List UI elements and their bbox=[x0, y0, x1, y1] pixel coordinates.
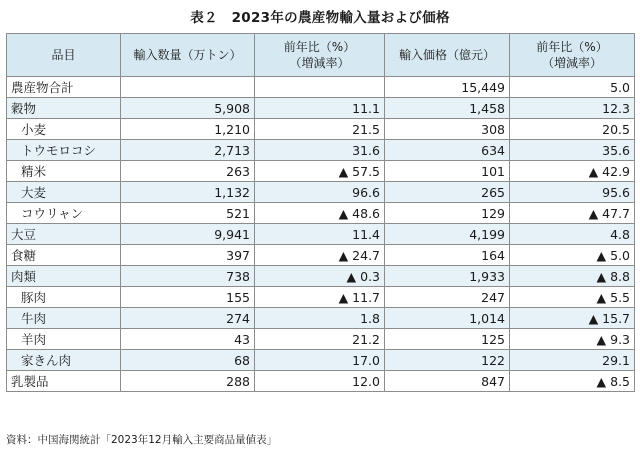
table-row bbox=[7, 287, 635, 308]
cell-price-yoy: ▲ 8.5 bbox=[510, 371, 635, 392]
table-title: 表２ 2023年の農産物輸入量および価格 bbox=[190, 10, 450, 26]
cell-quantity: 288 bbox=[121, 371, 255, 392]
cell-price-yoy: ▲ 47.7 bbox=[510, 203, 635, 224]
cell-price: 634 bbox=[385, 140, 510, 161]
table-row bbox=[7, 371, 635, 392]
table-row bbox=[7, 224, 635, 245]
cell-price: 247 bbox=[385, 287, 510, 308]
cell-quantity-yoy: ▲ 57.5 bbox=[255, 161, 385, 182]
cell-price: 129 bbox=[385, 203, 510, 224]
cell-price-yoy: 12.3 bbox=[510, 98, 635, 119]
header-row bbox=[7, 34, 635, 77]
cell-item: 乳製品 bbox=[7, 371, 121, 392]
cell-item: 羊肉 bbox=[7, 329, 121, 350]
table-row bbox=[7, 161, 635, 182]
cell-item: トウモロコシ bbox=[7, 140, 121, 161]
table-row bbox=[7, 308, 635, 329]
cell-item: 牛肉 bbox=[7, 308, 121, 329]
cell-quantity-yoy: 12.0 bbox=[255, 371, 385, 392]
cell-item: 大麦 bbox=[7, 182, 121, 203]
cell-price: 101 bbox=[385, 161, 510, 182]
cell-item: 家きん肉 bbox=[7, 350, 121, 371]
cell-quantity-yoy: 31.6 bbox=[255, 140, 385, 161]
cell-price: 1,014 bbox=[385, 308, 510, 329]
cell-quantity-yoy: 1.8 bbox=[255, 308, 385, 329]
cell-price-yoy: 4.8 bbox=[510, 224, 635, 245]
import-table bbox=[6, 33, 635, 392]
cell-quantity-yoy: ▲ 0.3 bbox=[255, 266, 385, 287]
source-note: 資料：中国海関統計「2023年12月輸入主要商品量値表」 bbox=[6, 434, 278, 446]
header-price-yoy-label: 前年比（%） （増減率） bbox=[536, 40, 608, 70]
cell-quantity: 5,908 bbox=[121, 98, 255, 119]
cell-item: 小麦 bbox=[7, 119, 121, 140]
cell-item: コウリャン bbox=[7, 203, 121, 224]
cell-price-yoy: ▲ 5.5 bbox=[510, 287, 635, 308]
cell-price: 122 bbox=[385, 350, 510, 371]
table-body bbox=[7, 77, 635, 392]
cell-quantity: 155 bbox=[121, 287, 255, 308]
table-row bbox=[7, 266, 635, 287]
cell-quantity-yoy bbox=[255, 77, 385, 98]
cell-item: 豚肉 bbox=[7, 287, 121, 308]
cell-price-yoy: ▲ 5.0 bbox=[510, 245, 635, 266]
table-row bbox=[7, 140, 635, 161]
cell-price: 308 bbox=[385, 119, 510, 140]
cell-quantity: 274 bbox=[121, 308, 255, 329]
cell-quantity-yoy: ▲ 24.7 bbox=[255, 245, 385, 266]
cell-price-yoy: 29.1 bbox=[510, 350, 635, 371]
header-item: 品目 bbox=[7, 34, 121, 77]
cell-quantity-yoy: 21.2 bbox=[255, 329, 385, 350]
cell-quantity: 1,210 bbox=[121, 119, 255, 140]
table-row bbox=[7, 77, 635, 98]
cell-quantity-yoy: ▲ 48.6 bbox=[255, 203, 385, 224]
cell-price-yoy: ▲ 8.8 bbox=[510, 266, 635, 287]
header-price-yoy bbox=[510, 34, 635, 77]
cell-quantity: 68 bbox=[121, 350, 255, 371]
cell-item: 大豆 bbox=[7, 224, 121, 245]
cell-item: 精米 bbox=[7, 161, 121, 182]
cell-price: 1,458 bbox=[385, 98, 510, 119]
cell-price-yoy: ▲ 9.3 bbox=[510, 329, 635, 350]
cell-price-yoy: 20.5 bbox=[510, 119, 635, 140]
header-quantity: 輸入数量（万トン） bbox=[121, 34, 255, 77]
cell-price-yoy: ▲ 42.9 bbox=[510, 161, 635, 182]
table-row bbox=[7, 119, 635, 140]
table-row bbox=[7, 203, 635, 224]
cell-quantity: 521 bbox=[121, 203, 255, 224]
cell-price-yoy: 35.6 bbox=[510, 140, 635, 161]
cell-quantity: 1,132 bbox=[121, 182, 255, 203]
cell-quantity: 397 bbox=[121, 245, 255, 266]
cell-item: 農産物合計 bbox=[7, 77, 121, 98]
cell-price-yoy: 95.6 bbox=[510, 182, 635, 203]
cell-quantity-yoy: ▲ 11.7 bbox=[255, 287, 385, 308]
cell-quantity: 263 bbox=[121, 161, 255, 182]
cell-quantity-yoy: 21.5 bbox=[255, 119, 385, 140]
cell-price: 15,449 bbox=[385, 77, 510, 98]
cell-price: 265 bbox=[385, 182, 510, 203]
header-quantity-yoy bbox=[255, 34, 385, 77]
cell-item: 食糖 bbox=[7, 245, 121, 266]
cell-quantity: 9,941 bbox=[121, 224, 255, 245]
table-row bbox=[7, 182, 635, 203]
cell-quantity bbox=[121, 77, 255, 98]
table-row bbox=[7, 245, 635, 266]
cell-quantity-yoy: 11.4 bbox=[255, 224, 385, 245]
cell-quantity: 2,713 bbox=[121, 140, 255, 161]
cell-price: 1,933 bbox=[385, 266, 510, 287]
cell-item: 穀物 bbox=[7, 98, 121, 119]
cell-quantity-yoy: 96.6 bbox=[255, 182, 385, 203]
cell-item: 肉類 bbox=[7, 266, 121, 287]
cell-price: 164 bbox=[385, 245, 510, 266]
cell-price: 847 bbox=[385, 371, 510, 392]
header-price: 輸入価格（億元） bbox=[385, 34, 510, 77]
cell-price-yoy: 5.0 bbox=[510, 77, 635, 98]
table-row bbox=[7, 329, 635, 350]
cell-quantity: 738 bbox=[121, 266, 255, 287]
cell-quantity-yoy: 17.0 bbox=[255, 350, 385, 371]
table-row bbox=[7, 98, 635, 119]
cell-price: 125 bbox=[385, 329, 510, 350]
table-row bbox=[7, 350, 635, 371]
cell-quantity-yoy: 11.1 bbox=[255, 98, 385, 119]
cell-price-yoy: ▲ 15.7 bbox=[510, 308, 635, 329]
header-quantity-yoy-label: 前年比（%） （増減率） bbox=[283, 40, 356, 70]
cell-price: 4,199 bbox=[385, 224, 510, 245]
cell-quantity: 43 bbox=[121, 329, 255, 350]
